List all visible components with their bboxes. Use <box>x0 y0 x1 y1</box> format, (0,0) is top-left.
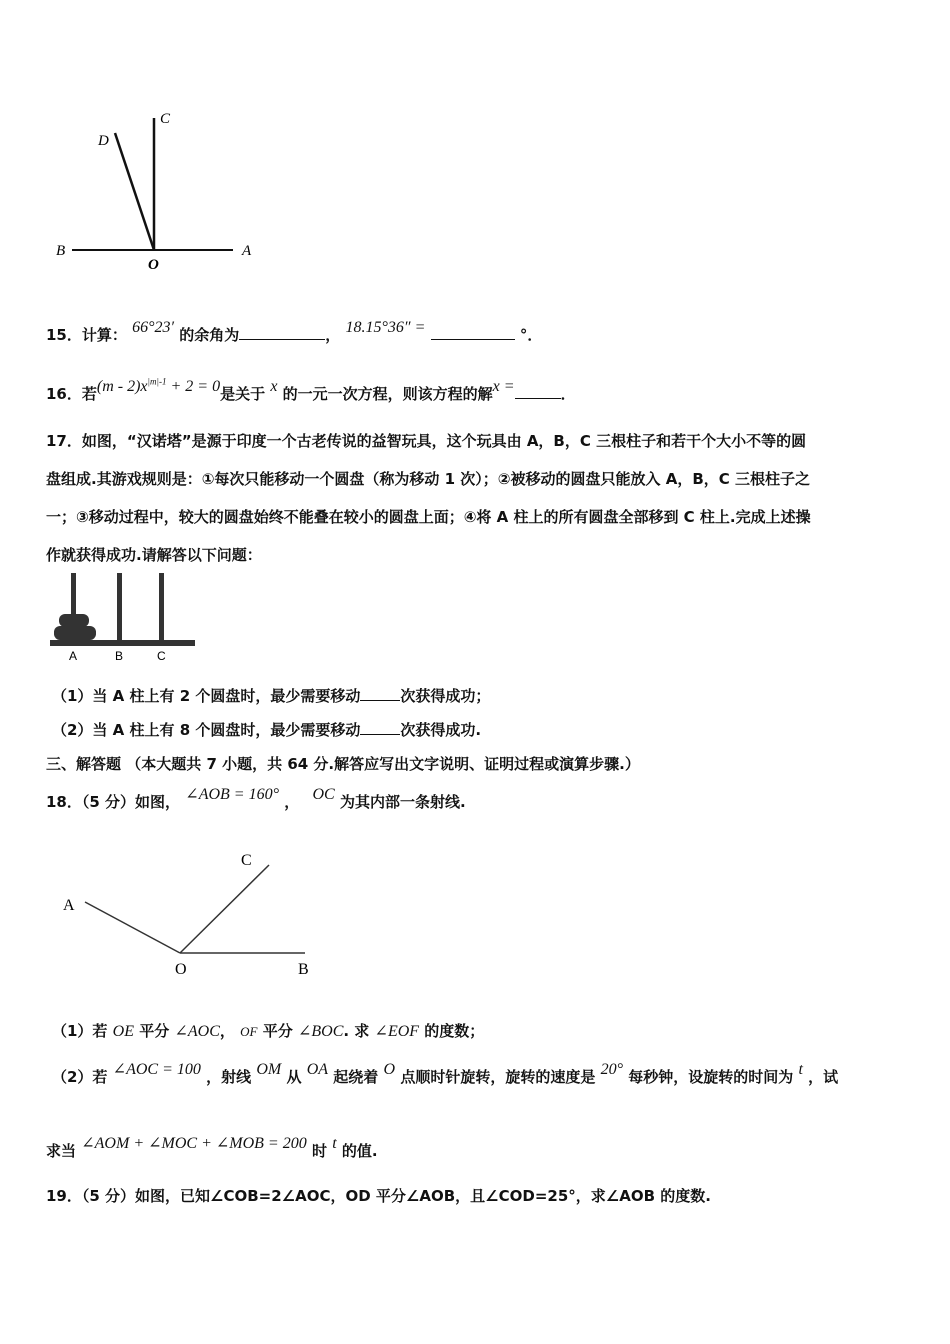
label-c: C <box>241 852 252 869</box>
question-19: 19．（5 分）如图，已知∠COB=2∠AOC，OD 平分∠AOB，且∠COD=25°，求∠AOB 的度数. <box>46 1187 711 1205</box>
expr-66-23: 66°23′ <box>132 319 175 336</box>
ray-oc <box>180 865 269 953</box>
expr-aob-160: ∠AOB = 160° <box>185 786 279 803</box>
label-d: D <box>98 133 109 149</box>
question-17-sub-1: （1）当 A 柱上有 2 个圆盘时，最少需要移动 次获得成功； <box>52 687 491 705</box>
question-18: 18．（5 分）如图， ∠AOB = 160° ， OC 为其内部一条射线. <box>46 786 466 811</box>
angle-figure-q18 <box>55 845 335 985</box>
peg-label-c: C <box>157 649 166 663</box>
label-b: B <box>56 243 66 259</box>
expr-18-15: 18.15°36″ = <box>345 319 426 336</box>
peg-label-b: B <box>115 649 124 663</box>
answer-blank-17-2[interactable] <box>360 722 400 735</box>
disk-small <box>59 614 89 627</box>
peg-c <box>159 573 164 645</box>
hanoi-tower-figure <box>46 570 206 665</box>
question-17-line-4: 作就获得成功.请解答以下问题： <box>46 546 262 564</box>
question-17-line-2: 盘组成.其游戏规则是：①每次只能移动一个圆盘（称为移动 1 次）；②被移动的圆盘只能放入 A，B，C 三根柱子之 <box>46 470 810 488</box>
answer-blank-17-1[interactable] <box>360 688 400 701</box>
question-16: 16．若$(m - 2)x^{|m|-1} + 2 = 0$是关于 x 的一元一次方程，则该方程的解x = ． <box>46 376 576 403</box>
label-a: A <box>242 243 252 259</box>
section-3-heading: 三、解答题 （本大题共 7 小题，共 64 分.解答应写出文字说明、证明过程或演算步骤.） <box>46 755 640 773</box>
label-b: B <box>298 961 309 978</box>
angle-figure-q14 <box>50 105 270 280</box>
peg-label-a: A <box>69 649 78 663</box>
ray-od <box>115 133 154 250</box>
label-a: A <box>63 897 75 914</box>
question-15: 15．计算： 66°23′ 的余角为 ， 18.15°36″ = °． <box>46 319 543 344</box>
label-c: C <box>160 111 171 127</box>
label-o: O <box>175 961 187 978</box>
disk-large <box>54 626 96 640</box>
base <box>50 640 195 646</box>
question-17-line-1: 17．如图，“汉诺塔”是源于印度一个古老传说的益智玩具，这个玩具由 A，B，C 三根柱子和若干个大小不等的圆 <box>46 432 807 450</box>
question-18-part-2-cont: 求当 ∠AOM + ∠MOC + ∠MOB = 200 时 t 的值. <box>46 1135 378 1160</box>
question-17-sub-2: （2）当 A 柱上有 8 个圆盘时，最少需要移动 次获得成功. <box>52 721 482 739</box>
answer-blank-16[interactable] <box>515 386 561 399</box>
answer-blank-15a[interactable] <box>239 327 325 340</box>
label-o: O <box>148 257 159 273</box>
ray-oa <box>85 902 180 953</box>
equation-16: $(m - 2)x^{|m|-1} + 2 = 0$ <box>96 376 221 395</box>
answer-blank-15b[interactable] <box>431 327 515 340</box>
peg-b <box>117 573 122 645</box>
question-17-line-3: 一；③移动过程中，较大的圆盘始终不能叠在较小的圆盘上面；④将 A 柱上的所有圆盘全部移到 C 柱上.完成上述操 <box>46 508 811 526</box>
question-18-part-2: （2）若 ∠AOC = 100 ，射线 OM 从 OA 起绕着 O 点顺时针旋转，旋转的速度是 20° 每秒钟，设旋转的时间为 t ，试 <box>52 1061 839 1086</box>
question-18-part-1: （1）若 OE 平分 ∠AOC， OF 平分 ∠BOC. 求 ∠EOF 的度数； <box>52 1022 485 1040</box>
